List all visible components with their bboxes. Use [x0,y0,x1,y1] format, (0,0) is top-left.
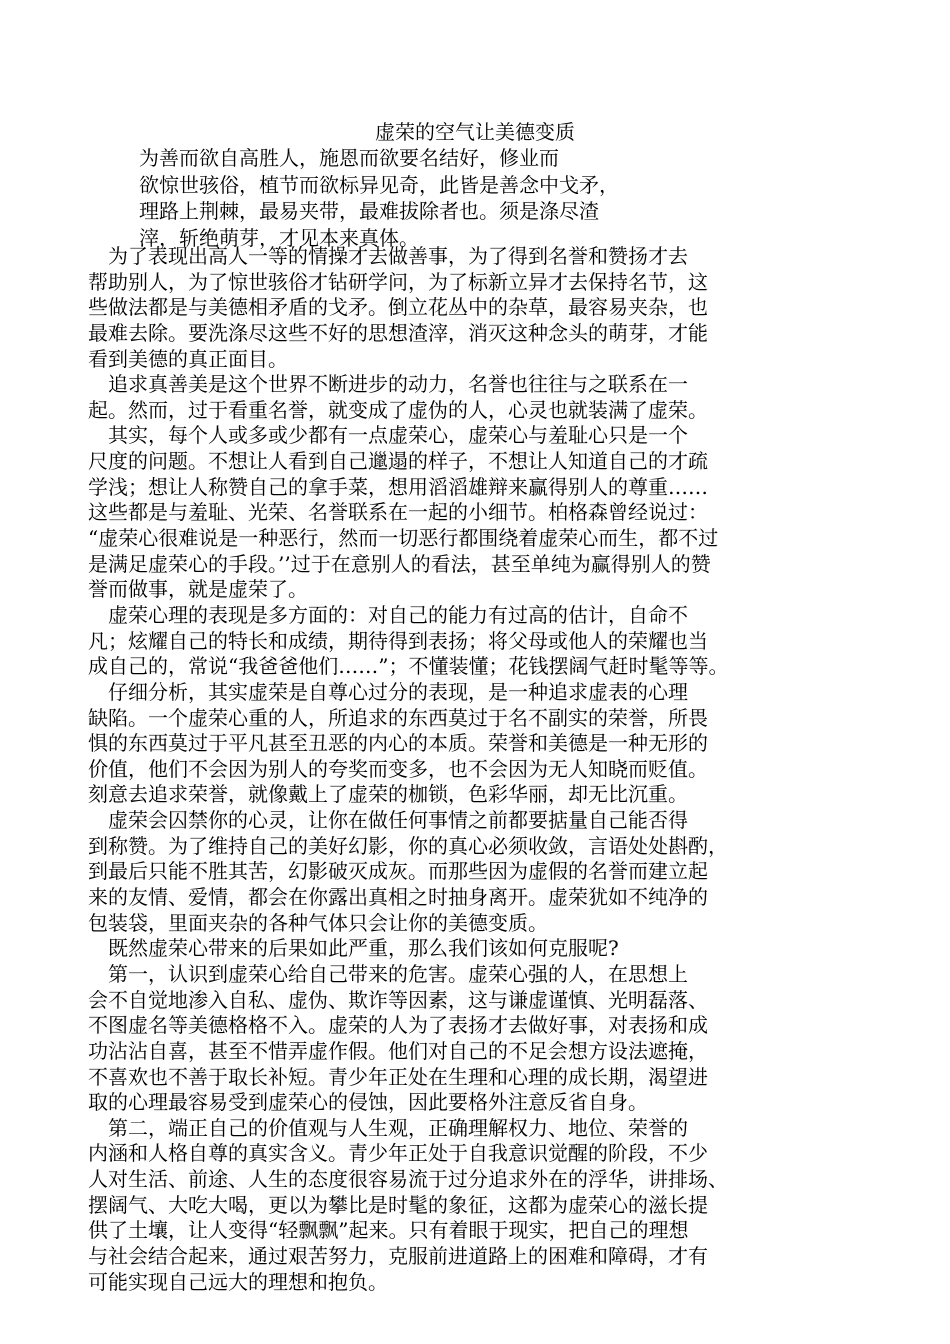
body-line: 最难去除。要洗涤尽这些不好的思想渣滓，消灭这种念头的萌芽，才能 [88,320,708,345]
body-line: 追求真善美是这个世界不断进步的动力，名誉也往往与之联系在一 [108,372,688,397]
quote-line: 欲惊世骇俗，植节而欲标异见奇，此皆是善念中戈矛， [139,172,619,197]
body-line: 第一，认识到虚荣心给自己带来的危害。虚荣心强的人，在思想上 [108,961,688,986]
body-line: 到最后只能不胜其苦，幻影破灭成灰。而那些因为虚假的名誉而建立起 [88,859,708,884]
body-line: 会不自觉地渗入自私、虚伪、欺诈等因素，这与谦虚谨慎、光明磊落、 [88,987,708,1012]
body-line: 不喜欢也不善于取长补短。青少年正处在生理和心理的成长期，渴望进 [88,1064,708,1089]
body-line: 学浅；想让人称赞自己的拿手菜，想用滔滔雄辩来赢得别人的尊重…… [88,474,708,499]
body-line: 到称赞。为了维持自己的美好幻影，你的真心必须收敛，言语处处斟酌， [88,833,728,858]
body-line: 来的友情、爱情，都会在你露出真相之时抽身离开。虚荣犹如不纯净的 [88,885,708,910]
body-line: 摆阔气、大吃大喝，更以为攀比是时髦的象征，这都为虚荣心的滋长提 [88,1192,708,1217]
body-line: 不图虚名等美德格格不入。虚荣的人为了表扬才去做好事，对表扬和成 [88,1013,708,1038]
body-line: 内涵和人格自尊的真实含义。青少年正处于自我意识觉醒的阶段，不少 [88,1141,708,1166]
body-line: 第二，端正自己的价值观与人生观，正确理解权力、地位、荣誉的 [108,1115,688,1140]
body-line: 既然虚荣心带来的后果如此严重，那么我们该如何克服呢? [108,936,619,961]
quote-line: 理路上荆棘，最易夹带，最难拔除者也。须是涤尽渣 [139,199,599,223]
body-line: 为了表现出高人一等的情操才去做善事，为了得到名誉和赞扬才去 [108,244,688,268]
body-line: 是满足虚荣心的手段。’’过于在意别人的看法，甚至单纯为赢得别人的赞 [88,551,711,576]
body-line: 这些都是与羞耻、光荣、名誉联系在一起的小细节。柏格森曾经说过： [88,500,708,525]
body-line: 价值，他们不会因为别人的夸奖而变多，也不会因为无人知晓而贬值。 [88,756,708,781]
body-line: 起。然而，过于看重名誉，就变成了虚伪的人，心灵也就装满了虚荣。 [88,397,708,422]
body-line: 些做法都是与美德相矛盾的戈矛。倒立花丛中的杂草，最容易夹杂，也 [88,295,708,320]
body-line: 凡；炫耀自己的特长和成绩，期待得到表扬；将父母或他人的荣耀也当 [88,628,708,653]
body-line: 功沾沾自喜，甚至不惜弄虚作假。他们对自己的不足会想方设法遮掩， [88,1038,708,1063]
epigraph-quote [139,145,619,251]
body-line: 刻意去追求荣誉，就像戴上了虚荣的枷锁，色彩华丽，却无比沉重。 [88,782,688,807]
body-line: 看到美德的真正面目。 [88,346,288,371]
body-line: 缺陷。一个虚荣心重的人，所追求的东西莫过于名不副实的荣誉，所畏 [88,705,708,730]
body-line: 尺度的问题。不想让人看到自己邋遢的样子，不想让人知道自己的才疏 [88,449,708,474]
body-line: 取的心理最容易受到虚荣心的侵蚀，因此要格外注意反省自身。 [88,1090,648,1115]
body-line: 誉而做事，就是虚荣了。 [88,577,308,602]
body-line: 供了土壤，让人变得“轻飘飘”起来。只有着眼于现实，把自己的理想 [88,1218,689,1243]
body-line: “虚荣心很难说是一种恶行，然而一切恶行都围绕着虚荣心而生，都不过 [88,526,719,551]
document-title: 虚荣的空气让美德变质 [375,120,575,144]
body-line: 包装袋，里面夹杂的各种气体只会让你的美德变质。 [88,910,548,935]
quote-line: 为善而欲自高胜人，施恩而欲要名结好，修业而 [139,146,559,170]
quote-line: 滓，斩绝萌芽，才见本来真体。 [139,225,419,250]
body-line: 帮助别人，为了惊世骇俗才钻研学问，为了标新立异才去保持名节，这 [88,269,708,294]
body-line: 惧的东西莫过于平凡甚至丑恶的内心的本质。荣誉和美德是一种无形的 [88,731,708,756]
body-line: 虚荣心理的表现是多方面的：对自己的能力有过高的估计，自命不 [108,602,688,627]
body-line: 可能实现自己远大的理想和抱负。 [88,1269,388,1294]
body-line: 成自己的，常说“我爸爸他们……”；不懂装懂；花钱摆阔气赶时髦等等。 [88,654,729,679]
body-line: 与社会结合起来，通过艰苦努力，克服前进道路上的困难和障碍，才有 [88,1243,708,1268]
article-body [88,244,728,1295]
body-line: 其实，每个人或多或少都有一点虚荣心，虚荣心与羞耻心只是一个 [108,423,688,448]
body-line: 人对生活、前途、人生的态度很容易流于过分追求外在的浮华，讲排场、 [88,1167,728,1192]
body-line: 仔细分析，其实虚荣是自尊心过分的表现，是一种追求虚表的心理 [108,679,688,704]
body-line: 虚荣会囚禁你的心灵，让你在做任何事情之前都要掂量自己能否得 [108,808,688,833]
